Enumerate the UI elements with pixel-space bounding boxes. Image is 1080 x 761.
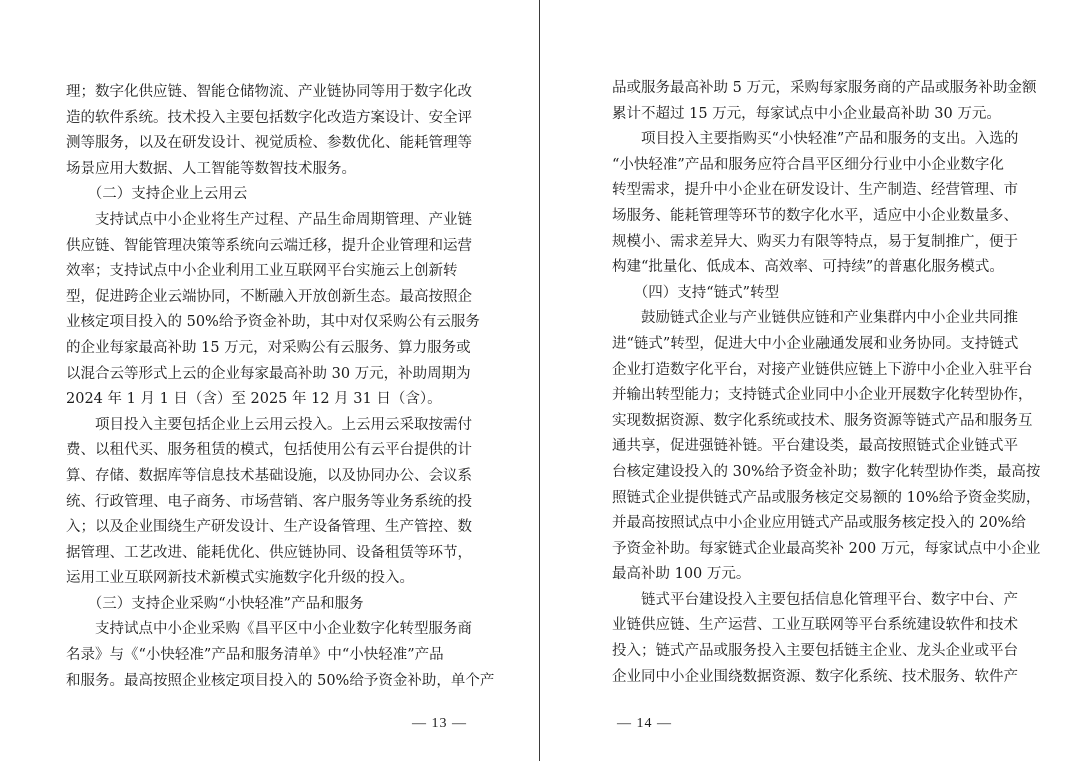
section-heading: （三）支持企业采购“小快轻准”产品和服务 bbox=[66, 595, 364, 612]
body-line: 累计不超过 15 万元，每家试点中小企业最高补助 30 万元。 bbox=[612, 105, 1001, 122]
body-line: 台核定建设投入的 30%给予资金补助；数字化转型协作类，最高按 bbox=[612, 463, 1041, 480]
body-line: 最高补助 100 万元。 bbox=[612, 566, 751, 583]
body-line: 入；以及企业围绕生产研发设计、生产设备管理、生产管控、数 bbox=[66, 519, 472, 536]
body-line: 链式平台建设投入主要包括信息化管理平台、数字中台、产 bbox=[612, 591, 1018, 608]
body-line: 项目投入主要包括企业上云用云投入。上云用云采取按需付 bbox=[66, 416, 472, 433]
body-line: 场服务、能耗管理等环节的数字化水平，适应中小企业数量多、 bbox=[612, 207, 1018, 224]
body-line: 供应链、智能管理决策等系统向云端迁移，提升企业管理和运营 bbox=[66, 237, 472, 254]
section-heading: （二）支持企业上云用云 bbox=[66, 186, 248, 203]
body-line: 并最高按照试点中小企业应用链式产品或服务核定投入的 20%给 bbox=[612, 515, 1026, 532]
body-line: 业核定项目投入的 50%给予资金补助，其中对仅采购公有云服务 bbox=[66, 314, 480, 331]
body-line: 支持试点中小企业采购《昌平区中小企业数字化转型服务商 bbox=[66, 621, 472, 638]
body-line: 实现数据资源、数字化系统或技术、服务资源等链式产品和服务互 bbox=[612, 412, 1033, 429]
right-page-body bbox=[612, 76, 1041, 690]
body-line: 据管理、工艺改进、能耗优化、供应链协同、设备租赁等环节， bbox=[66, 544, 472, 561]
body-line: 和服务。最高按照企业核定项目投入的 50%给予资金补助，单个产 bbox=[66, 672, 495, 689]
page-14 bbox=[541, 0, 1080, 761]
body-line: 以混合云等形式上云的企业每家最高补助 30 万元，补助周期为 bbox=[66, 365, 471, 382]
page-number: — 13 — bbox=[412, 716, 467, 731]
page-13 bbox=[0, 0, 539, 761]
body-line: 业链供应链、生产运营、工业互联网等平台系统建设软件和技术 bbox=[612, 617, 1018, 634]
body-line: 投入；链式产品或服务投入主要包括链主企业、龙头企业或平台 bbox=[612, 643, 1018, 660]
body-line: 通共享，促进强链补链。平台建设类，最高按照链式企业链式平 bbox=[612, 438, 1018, 455]
body-line: 的企业每家最高补助 15 万元，对采购公有云服务、算力服务或 bbox=[66, 339, 471, 356]
body-line: 统、行政管理、电子商务、市场营销、客户服务等业务系统的投 bbox=[66, 493, 472, 510]
body-line: 2024 年 1 月 1 日（含）至 2025 年 12 月 31 日（含）。 bbox=[66, 391, 442, 408]
body-line: 予资金补助。每家链式企业最高奖补 200 万元，每家试点中小企业 bbox=[612, 540, 1041, 557]
body-line: 构建“批量化、低成本、高效率、可持续”的普惠化服务模式。 bbox=[612, 259, 1004, 276]
body-line: 费、以租代买、服务租赁的模式，包括使用公有云平台提供的计 bbox=[66, 442, 472, 459]
body-line: 企业同中小企业围绕数据资源、数字化系统、技术服务、软件产 bbox=[612, 668, 1018, 685]
body-line: 照链式企业提供链式产品或服务核定交易额的 10%给予资金奖励， bbox=[612, 489, 1041, 506]
body-line: “小快轻准”产品和服务应符合昌平区细分行业中小企业数字化 bbox=[612, 156, 1004, 173]
body-line: 进“链式”转型，促进大中小企业融通发展和业务协同。支持链式 bbox=[612, 335, 1019, 352]
body-line: 转型需求，提升中小企业在研发设计、生产制造、经营管理、市 bbox=[612, 182, 1018, 199]
body-line: 名录》与《“小快轻准”产品和服务清单》中“小快轻准”产品 bbox=[66, 647, 444, 664]
body-line: 算、存储、数据库等信息技术基础设施，以及协同办公、会议系 bbox=[66, 467, 472, 484]
body-line: 企业打造数字化平台，对接产业链供应链上下游中小企业入驻平台 bbox=[612, 361, 1033, 378]
body-line: 项目投入主要指购买“小快轻准”产品和服务的支出。入选的 bbox=[612, 131, 1019, 148]
body-line: 理；数字化供应链、智能仓储物流、产业链协同等用于数字化改 bbox=[66, 84, 472, 100]
body-line: 效率；支持试点中小企业利用工业互联网平台实施云上创新转 bbox=[66, 263, 458, 280]
body-line: 型，促进跨企业云端协同，不断融入开放创新生态。最高按照企 bbox=[66, 288, 472, 305]
body-line: 运用工业互联网新技术新模式实施数字化升级的投入。 bbox=[66, 570, 414, 587]
page-divider bbox=[539, 0, 540, 761]
body-line: 鼓励链式企业与产业链供应链和产业集群内中小企业共同推 bbox=[612, 310, 1018, 327]
body-line: 测等服务，以及在研发设计、视觉质检、参数优化、能耗管理等 bbox=[66, 135, 472, 152]
page-number: — 14 — bbox=[617, 716, 672, 731]
section-heading: （四）支持“链式”转型 bbox=[612, 284, 780, 301]
body-line: 并输出转型能力；支持链式企业同中小企业开展数字化转型协作， bbox=[612, 387, 1033, 404]
body-line: 品或服务最高补助 5 万元，采购每家服务商的产品或服务补助金额 bbox=[612, 80, 1037, 96]
body-line: 支持试点中小企业将生产过程、产品生命周期管理、产业链 bbox=[66, 211, 472, 228]
body-line: 规模小、需求差异大、购买力有限等特点，易于复制推广，便于 bbox=[612, 233, 1018, 250]
body-line: 造的软件系统。技术投入主要包括数字化改造方案设计、安全评 bbox=[66, 109, 472, 126]
body-line: 场景应用大数据、人工智能等数智技术服务。 bbox=[66, 160, 356, 177]
left-page-body bbox=[66, 80, 495, 694]
